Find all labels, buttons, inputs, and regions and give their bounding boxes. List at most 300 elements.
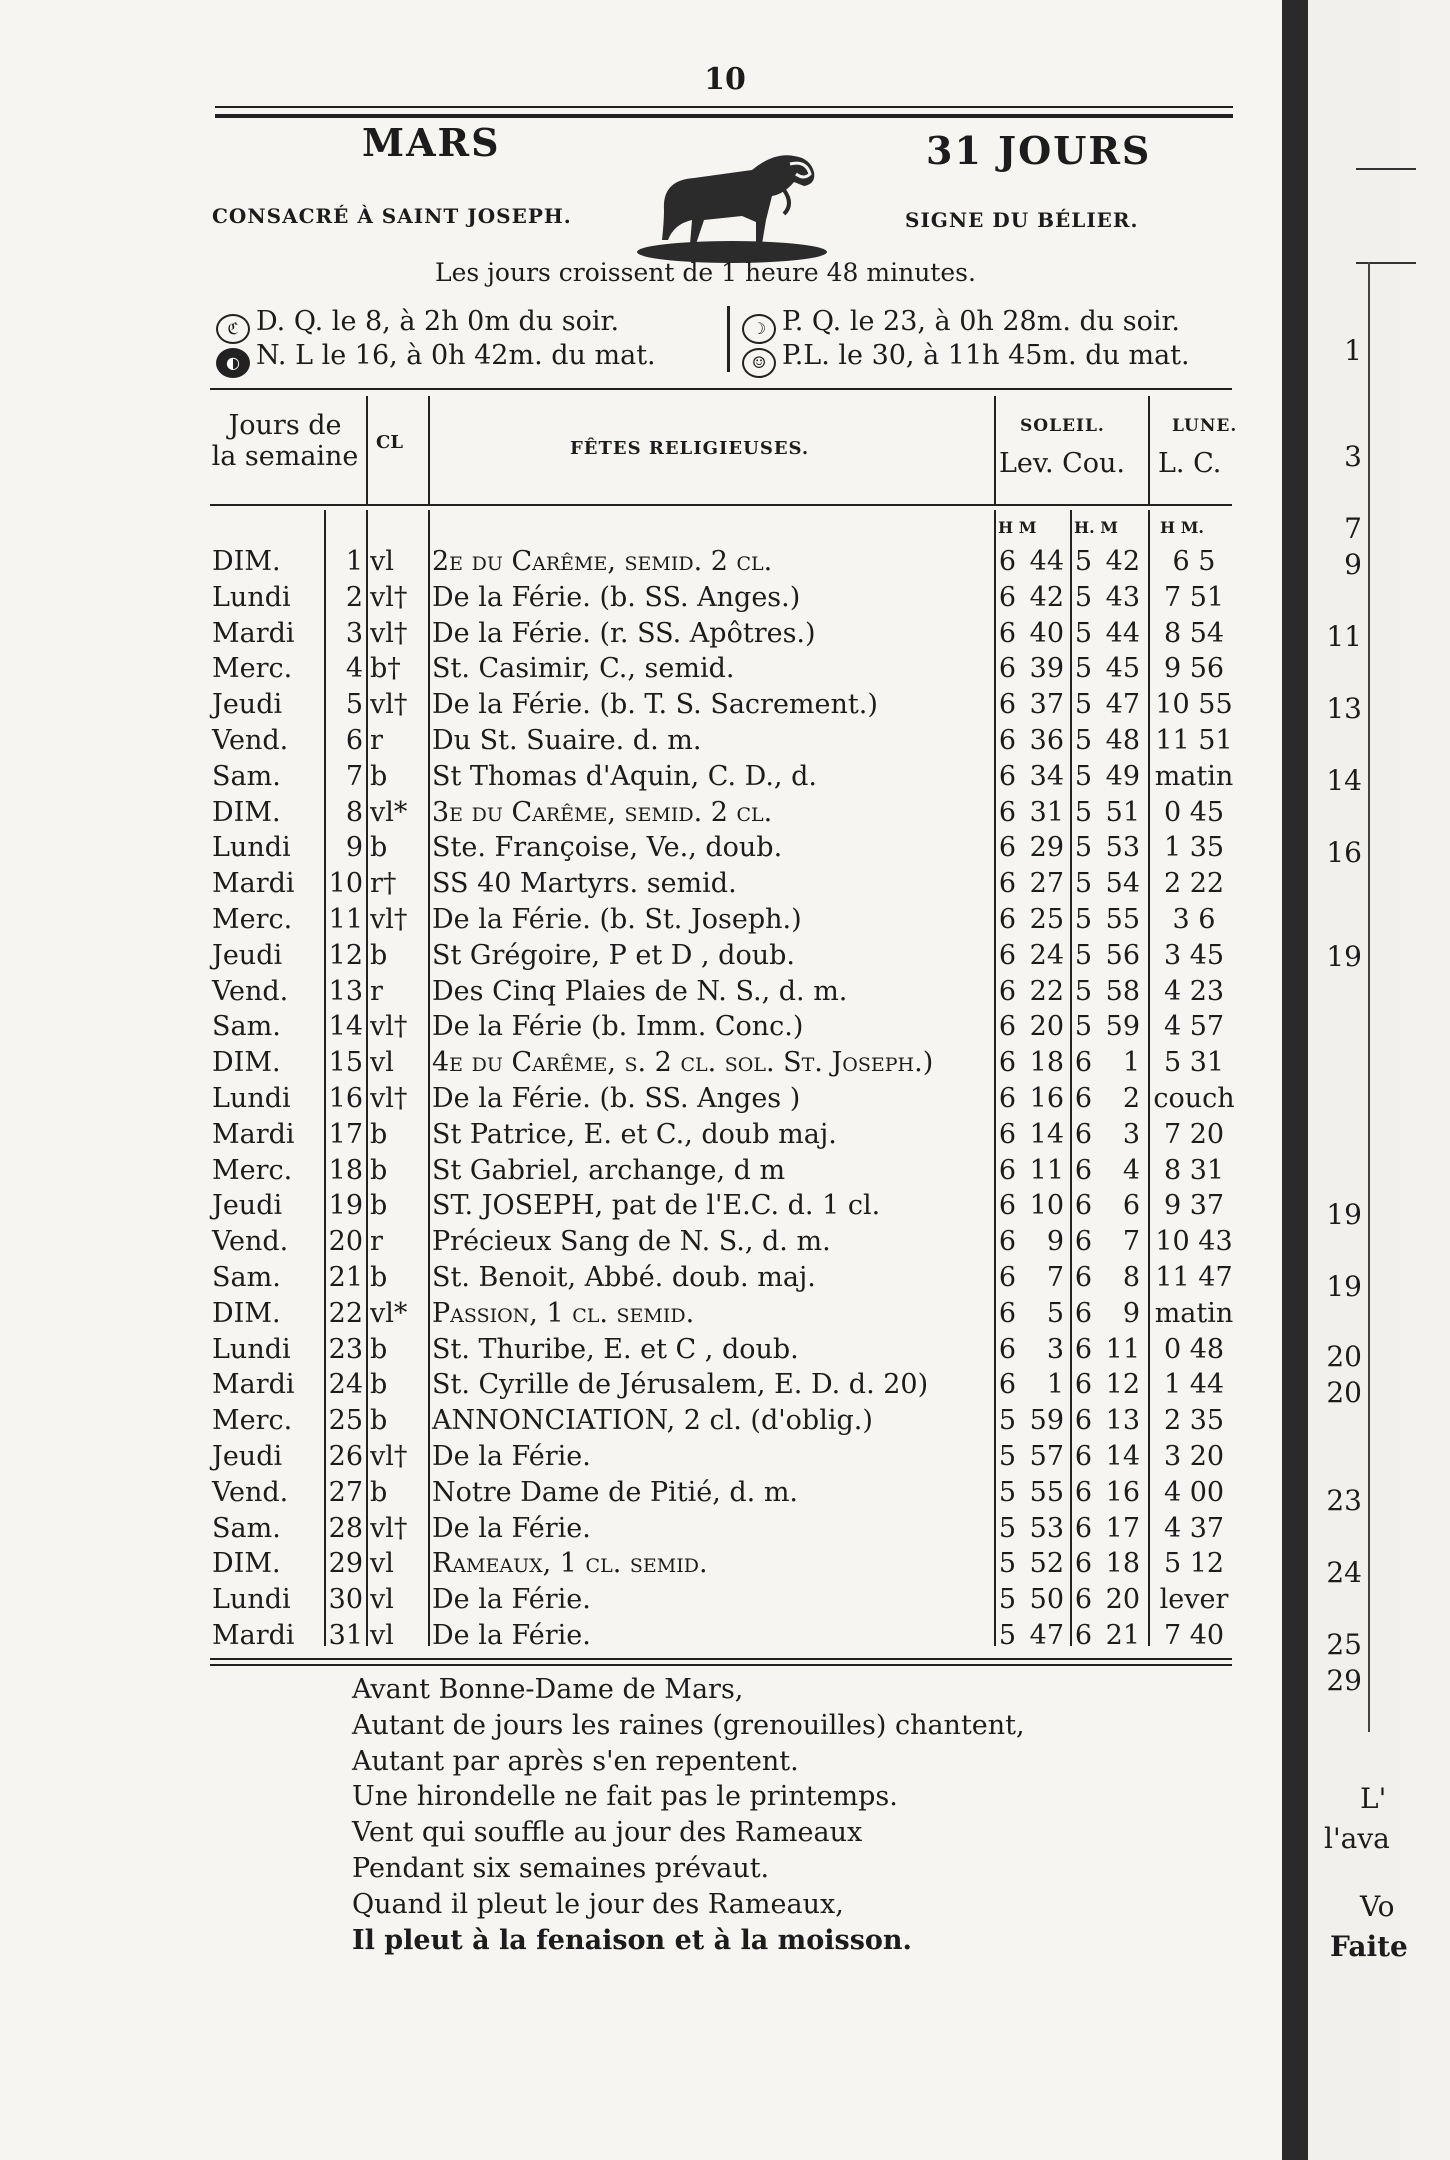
moon-time-cell: 11 47 [1155,1261,1233,1293]
moon-time-cell: 3 45 [1163,939,1225,971]
zodiac-sign: SIGNE DU BÉLIER. [905,208,1139,232]
table-row [0,1081,1282,1117]
feast-cell: Passion, 1 cl. semid. [432,1297,695,1329]
header-jours-line2: la semaine [211,441,359,472]
day-cell: Jeudi [212,939,283,971]
date-cell: 19 [328,1190,363,1222]
sunrise-minute-cell: 18 [1029,1047,1064,1079]
sunrise-minute-cell: 29 [1029,832,1064,864]
sunset-hour-cell: 5 [1074,581,1092,613]
moon-phase-last-quarter [216,306,619,344]
color-class-cell: r [370,975,383,1007]
color-class-cell: b [370,1118,388,1150]
day-cell: Sam. [212,1512,281,1544]
sunrise-hour-cell: 6 [998,1082,1016,1114]
color-class-cell: vl [370,1047,394,1079]
table-row [0,1153,1282,1189]
sunrise-hour-cell: 5 [998,1405,1016,1437]
proverb-line: Autant par après s'en repentent. [352,1745,799,1777]
moon-time-cell: 8 31 [1163,1154,1225,1186]
sunset-hour-cell: 5 [1074,903,1092,935]
sunset-hour-cell: 5 [1074,689,1092,721]
sunrise-hour-cell: 6 [998,724,1016,756]
feast-cell: St. Casimir, C., semid. [432,653,735,685]
feast-cell: 4e du Carême, s. 2 cl. sol. St. Joseph.) [432,1047,934,1079]
sunrise-minute-cell: 42 [1029,581,1064,613]
adjacent-page-number: 3 [1344,440,1362,473]
sunrise-minute-cell: 11 [1029,1154,1064,1186]
sunset-minute-cell: 51 [1105,796,1140,828]
table-row [0,1117,1282,1153]
sunset-hour-cell: 6 [1074,1512,1092,1544]
day-cell: Lundi [212,1584,291,1616]
feast-cell: De la Férie. (b. SS. Anges ) [432,1082,801,1114]
sunrise-minute-cell: 10 [1029,1190,1064,1222]
sunset-hour-cell: 5 [1074,724,1092,756]
color-class-cell: vl† [370,903,408,935]
table-row [0,938,1282,974]
day-cell: Vend. [212,724,289,756]
page-number: 10 [704,62,746,97]
date-cell: 18 [328,1154,363,1186]
feast-cell: Du St. Suaire. d. m. [432,724,702,756]
adjacent-page-number: 19 [1326,940,1362,973]
adjacent-page-number: 16 [1326,836,1362,869]
day-cell: Merc. [212,653,293,685]
table-row [0,759,1282,795]
date-cell: 10 [328,868,363,900]
day-cell: DIM. [212,546,281,577]
proverbs [352,1672,1025,1958]
sunrise-hour-cell: 6 [998,1011,1016,1043]
table-row [0,1511,1282,1547]
feast-cell: De la Férie. (b. St. Joseph.) [432,903,802,935]
sunrise-minute-cell: 55 [1029,1476,1064,1508]
feast-cell: 3e du Carême, semid. 2 cl. [432,796,773,828]
sunset-hour-cell: 5 [1074,868,1092,900]
sunset-hour-cell: 6 [1074,1476,1092,1508]
table-row [0,1618,1282,1654]
moon-phase-text: D. Q. le 8, à 2h 0m du soir. [256,306,620,337]
adjacent-page-number: 19 [1326,1198,1362,1231]
moon-time-cell: 9 37 [1163,1190,1225,1222]
table-row [0,1475,1282,1511]
moon-time-cell: 6 5 [1172,546,1216,577]
sunset-minute-cell: 14 [1105,1440,1140,1472]
moon-phase-full [742,340,1190,378]
sunrise-minute-cell: 27 [1029,868,1064,900]
day-cell: DIM. [212,1548,281,1580]
sunrise-minute-cell: 52 [1029,1548,1064,1580]
sunrise-minute-cell: 22 [1029,975,1064,1007]
adjacent-page-number: 29 [1326,1664,1362,1697]
feast-cell: St. Thuribe, E. et C , doub. [432,1333,799,1365]
dedication: CONSACRÉ À SAINT JOSEPH. [212,204,572,228]
adjacent-page-text: L' [1360,1782,1387,1815]
day-cell: Lundi [212,1333,291,1365]
sunset-hour-cell: 6 [1074,1297,1092,1329]
color-class-cell: vl* [370,796,408,828]
feast-cell: De la Férie (b. Imm. Conc.) [432,1011,804,1043]
day-cell: Mardi [212,1369,295,1401]
sunrise-hour-cell: 6 [998,868,1016,900]
sunrise-minute-cell: 59 [1029,1405,1064,1437]
sunset-hour-cell: 5 [1074,617,1092,649]
sunset-minute-cell: 47 [1105,689,1140,721]
day-cell: Vend. [212,1226,289,1258]
sunrise-minute-cell: 37 [1029,689,1064,721]
days-grow-note: Les jours croissent de 1 heure 48 minutes. [435,258,976,287]
sunrise-minute-cell: 34 [1029,760,1064,792]
moon-phase-text: P.L. le 30, à 11h 45m. du mat. [782,340,1190,371]
feast-cell: Rameaux, 1 cl. semid. [432,1548,708,1580]
col-divider [366,396,368,506]
moon-time-cell: 2 35 [1163,1405,1225,1437]
sunrise-hour-cell: 6 [998,1261,1016,1293]
sunset-hour-cell: 6 [1074,1619,1092,1651]
sunset-minute-cell: 4 [1122,1154,1140,1186]
day-cell: Vend. [212,975,289,1007]
sunset-hour-cell: 6 [1074,1440,1092,1472]
feast-cell: De la Férie. [432,1584,591,1616]
sunrise-hour-cell: 6 [998,1297,1016,1329]
adjacent-page-number: 11 [1326,620,1362,653]
sunset-minute-cell: 53 [1105,832,1140,864]
feast-cell: St Thomas d'Aquin, C. D., d. [432,760,817,792]
day-cell: Sam. [212,1261,281,1293]
table-row [0,1296,1282,1332]
adjacent-page-number: 20 [1326,1376,1362,1409]
proverb-line: Autant de jours les raines (grenouilles) chantent, [352,1709,1025,1741]
sunset-minute-cell: 49 [1105,760,1140,792]
sunrise-minute-cell: 31 [1029,796,1064,828]
color-class-cell: r [370,724,383,756]
color-class-cell: vl* [370,1297,408,1329]
sunset-minute-cell: 3 [1122,1118,1140,1150]
feast-cell: 2e du Carême, semid. 2 cl. [432,546,773,577]
sunrise-minute-cell: 44 [1029,546,1064,577]
day-cell: Mardi [212,868,295,900]
table-row [0,723,1282,759]
header-lune: LUNE. [1172,416,1238,436]
color-class-cell: b [370,1154,388,1186]
sunset-minute-cell: 58 [1105,975,1140,1007]
color-class-cell: vl† [370,1440,408,1472]
table-row [0,1009,1282,1045]
sunset-hour-cell: 6 [1074,1369,1092,1401]
moon-time-cell: 0 45 [1163,796,1225,828]
sunset-minute-cell: 1 [1122,1047,1140,1079]
color-class-cell: r† [370,868,397,900]
table-row [0,866,1282,902]
adjacent-col-divider [1368,262,1370,1732]
sunset-hour-cell: 5 [1074,1011,1092,1043]
adjacent-page-number: 19 [1326,1270,1362,1303]
sunrise-hour-cell: 5 [998,1548,1016,1580]
table-row [0,616,1282,652]
sunset-hour-cell: 5 [1074,832,1092,864]
date-cell: 27 [328,1476,363,1508]
sunrise-minute-cell: 39 [1029,653,1064,685]
moon-time-cell: 10 43 [1155,1226,1233,1258]
adjacent-rule [1356,262,1416,264]
date-cell: 14 [328,1011,363,1043]
color-class-cell: vl† [370,581,408,613]
calendar-rows [0,544,1282,1654]
adjacent-rule [1356,168,1416,170]
moon-time-cell: 9 56 [1163,653,1225,685]
sunrise-hour-cell: 6 [998,1369,1016,1401]
table-row [0,544,1282,580]
color-class-cell: vl† [370,617,408,649]
color-class-cell: r [370,1226,383,1258]
day-cell: Mardi [212,1619,295,1651]
date-cell: 2 [345,581,363,613]
adjacent-page-number: 14 [1326,764,1362,797]
sunrise-minute-cell: 1 [1046,1369,1064,1401]
adjacent-page-number: 9 [1344,548,1362,581]
day-cell: Vend. [212,1476,289,1508]
moon-phase-text: P. Q. le 23, à 0h 28m. du soir. [782,306,1181,337]
moon-time-cell: 4 00 [1163,1476,1225,1508]
feast-cell: Des Cinq Plaies de N. S., d. m. [432,975,848,1007]
day-cell: Jeudi [212,689,283,721]
date-cell: 22 [328,1297,363,1329]
adjacent-page-number: 7 [1344,512,1362,545]
adjacent-page-text: l'ava [1324,1822,1390,1855]
feast-cell: De la Férie. (r. SS. Apôtres.) [432,617,816,649]
header-fetes: FÊTES RELIGIEUSES. [570,438,810,459]
sunset-hour-cell: 5 [1074,760,1092,792]
sunset-minute-cell: 59 [1105,1011,1140,1043]
date-cell: 25 [328,1405,363,1437]
moon-time-cell: 7 20 [1163,1118,1225,1150]
day-cell: Sam. [212,760,281,792]
sunrise-hour-cell: 6 [998,939,1016,971]
moon-time-cell: 1 44 [1163,1369,1225,1401]
sunrise-minute-cell: 3 [1046,1333,1064,1365]
moon-time-cell: 5 12 [1163,1548,1225,1580]
day-cell: Lundi [212,1082,291,1114]
sunset-minute-cell: 9 [1122,1297,1140,1329]
day-cell: Merc. [212,903,293,935]
header-lc: L. C. [1158,448,1222,479]
moon-time-cell: 11 51 [1155,724,1233,756]
first-quarter-moon-icon: ☽ [742,314,776,344]
table-row [0,1188,1282,1224]
color-class-cell: vl [370,1619,394,1651]
sunset-minute-cell: 12 [1105,1369,1140,1401]
table-row [0,580,1282,616]
moon-time-cell: 5 31 [1163,1047,1225,1079]
sunrise-minute-cell: 16 [1029,1082,1064,1114]
date-cell: 8 [345,796,363,828]
date-cell: 29 [328,1548,363,1580]
date-cell: 23 [328,1333,363,1365]
feast-cell: De la Férie. [432,1512,591,1544]
sunrise-hour-cell: 6 [998,581,1016,613]
date-cell: 30 [328,1584,363,1616]
moon-time-cell: 7 40 [1163,1619,1225,1651]
moon-time-cell: couch [1153,1082,1235,1114]
proverb-line: Une hirondelle ne fait pas le printemps. [352,1781,898,1813]
sunset-minute-cell: 13 [1105,1405,1140,1437]
sunset-hour-cell: 6 [1074,1333,1092,1365]
header-jours-line1: Jours de [228,410,342,441]
day-cell: Merc. [212,1405,293,1437]
color-class-cell: vl [370,1584,394,1616]
color-class-cell: b [370,1405,388,1437]
table-row [0,1546,1282,1582]
date-cell: 12 [328,939,363,971]
header-jours [210,410,360,472]
sunrise-minute-cell: 47 [1029,1619,1064,1651]
table-row [0,1332,1282,1368]
sunrise-hour-cell: 6 [998,832,1016,864]
table-row [0,795,1282,831]
date-cell: 24 [328,1369,363,1401]
sunrise-minute-cell: 57 [1029,1440,1064,1472]
full-moon-icon: ☺ [742,348,776,378]
table-row [0,1367,1282,1403]
sunrise-hour-cell: 5 [998,1584,1016,1616]
sunrise-minute-cell: 14 [1029,1118,1064,1150]
table-row [0,1582,1282,1618]
moon-phase-new [216,340,656,378]
moon-phase-text: N. L le 16, à 0h 42m. du mat. [256,340,656,371]
sunrise-minute-cell: 7 [1046,1261,1064,1293]
last-quarter-moon-icon: ℭ [216,314,250,344]
color-class-cell: b [370,760,388,792]
adjacent-page-number: 23 [1326,1484,1362,1517]
moon-time-cell: 10 55 [1155,689,1233,721]
feast-cell: SS 40 Martyrs. semid. [432,868,737,900]
sunrise-minute-cell: 25 [1029,903,1064,935]
color-class-cell: vl† [370,1512,408,1544]
sunset-minute-cell: 55 [1105,903,1140,935]
feast-cell: ST. JOSEPH, pat de l'E.C. d. 1 cl. [432,1190,881,1222]
day-cell: Mardi [212,617,295,649]
feast-cell: Notre Dame de Pitié, d. m. [432,1476,799,1508]
date-cell: 9 [345,832,363,864]
moon-phase-first-quarter [742,306,1180,344]
moon-time-cell: 8 54 [1163,617,1225,649]
sunrise-hour-cell: 6 [998,689,1016,721]
sunset-minute-cell: 45 [1105,653,1140,685]
color-class-cell: vl [370,546,394,577]
date-cell: 3 [345,617,363,649]
sunrise-hour-cell: 6 [998,1118,1016,1150]
color-class-cell: vl [370,1548,394,1580]
table-row [0,1045,1282,1081]
sunset-minute-cell: 43 [1105,581,1140,613]
sunset-hour-cell: 5 [1074,653,1092,685]
day-cell: Jeudi [212,1190,283,1222]
sunrise-minute-cell: 53 [1029,1512,1064,1544]
sunset-hour-cell: 6 [1074,1261,1092,1293]
moon-time-cell: 4 23 [1163,975,1225,1007]
date-cell: 15 [328,1047,363,1079]
moon-time-cell: 3 20 [1163,1440,1225,1472]
sunset-hour-cell: 5 [1074,546,1092,577]
table-bottom-rule-2 [210,1664,1232,1666]
sunset-minute-cell: 44 [1105,617,1140,649]
col-divider [994,396,996,506]
sunrise-minute-cell: 40 [1029,617,1064,649]
sunset-minute-cell: 20 [1105,1584,1140,1616]
adjacent-page-text: Vo [1360,1890,1395,1923]
proverb-line: Pendant six semaines prévaut. [352,1852,770,1884]
sunset-minute-cell: 11 [1105,1333,1140,1365]
table-row [0,974,1282,1010]
sunset-minute-cell: 48 [1105,724,1140,756]
table-row [0,687,1282,723]
month-title: MARS [362,120,501,165]
date-cell: 7 [345,760,363,792]
date-cell: 4 [345,653,363,685]
adjacent-page-number: 1 [1344,334,1362,367]
color-class-cell: b [370,1261,388,1293]
sunrise-hour-cell: 6 [998,1333,1016,1365]
sunset-hour-cell: 5 [1074,939,1092,971]
date-cell: 26 [328,1440,363,1472]
sunset-hour-cell: 6 [1074,1118,1092,1150]
table-row [0,830,1282,866]
day-cell: DIM. [212,1047,281,1079]
hm-lev: H M [998,518,1037,537]
sunrise-hour-cell: 6 [998,617,1016,649]
sunrise-hour-cell: 5 [998,1476,1016,1508]
header-soleil: SOLEIL. [1020,416,1105,436]
sunset-minute-cell: 6 [1122,1190,1140,1222]
color-class-cell: b [370,1190,388,1222]
table-row [0,1260,1282,1296]
day-cell: DIM. [212,796,281,828]
top-rule [215,106,1233,108]
sunrise-hour-cell: 5 [998,1512,1016,1544]
date-cell: 5 [345,689,363,721]
sunrise-hour-cell: 6 [998,1226,1016,1258]
feast-cell: Ste. Françoise, Ve., doub. [432,832,783,864]
table-row [0,651,1282,687]
moon-time-cell: lever [1159,1584,1229,1616]
date-cell: 13 [328,975,363,1007]
feast-cell: De la Férie. (b. T. S. Sacrement.) [432,689,878,721]
sunrise-minute-cell: 9 [1046,1226,1064,1258]
sunrise-minute-cell: 20 [1029,1011,1064,1043]
hm-lune: H M. [1160,518,1204,537]
feast-cell: St Patrice, E. et C., doub maj. [432,1118,837,1150]
day-cell: DIM. [212,1297,281,1329]
day-cell: Lundi [212,581,291,613]
moon-time-cell: 3 6 [1172,903,1216,935]
book-gutter [1282,0,1308,2160]
color-class-cell: b [370,1369,388,1401]
date-cell: 16 [328,1082,363,1114]
sunset-hour-cell: 6 [1074,1154,1092,1186]
moon-time-cell: 1 35 [1163,832,1225,864]
sunset-minute-cell: 7 [1122,1226,1140,1258]
sunrise-hour-cell: 6 [998,546,1016,577]
sunrise-hour-cell: 6 [998,1154,1016,1186]
date-cell: 6 [345,724,363,756]
new-moon-icon: ◐ [216,348,250,378]
feast-cell: ANNONCIATION, 2 cl. (d'oblig.) [432,1405,873,1437]
moon-time-cell: 2 22 [1163,868,1225,900]
feast-cell: Précieux Sang de N. S., d. m. [432,1226,831,1258]
table-row [0,1439,1282,1475]
sunrise-hour-cell: 6 [998,796,1016,828]
